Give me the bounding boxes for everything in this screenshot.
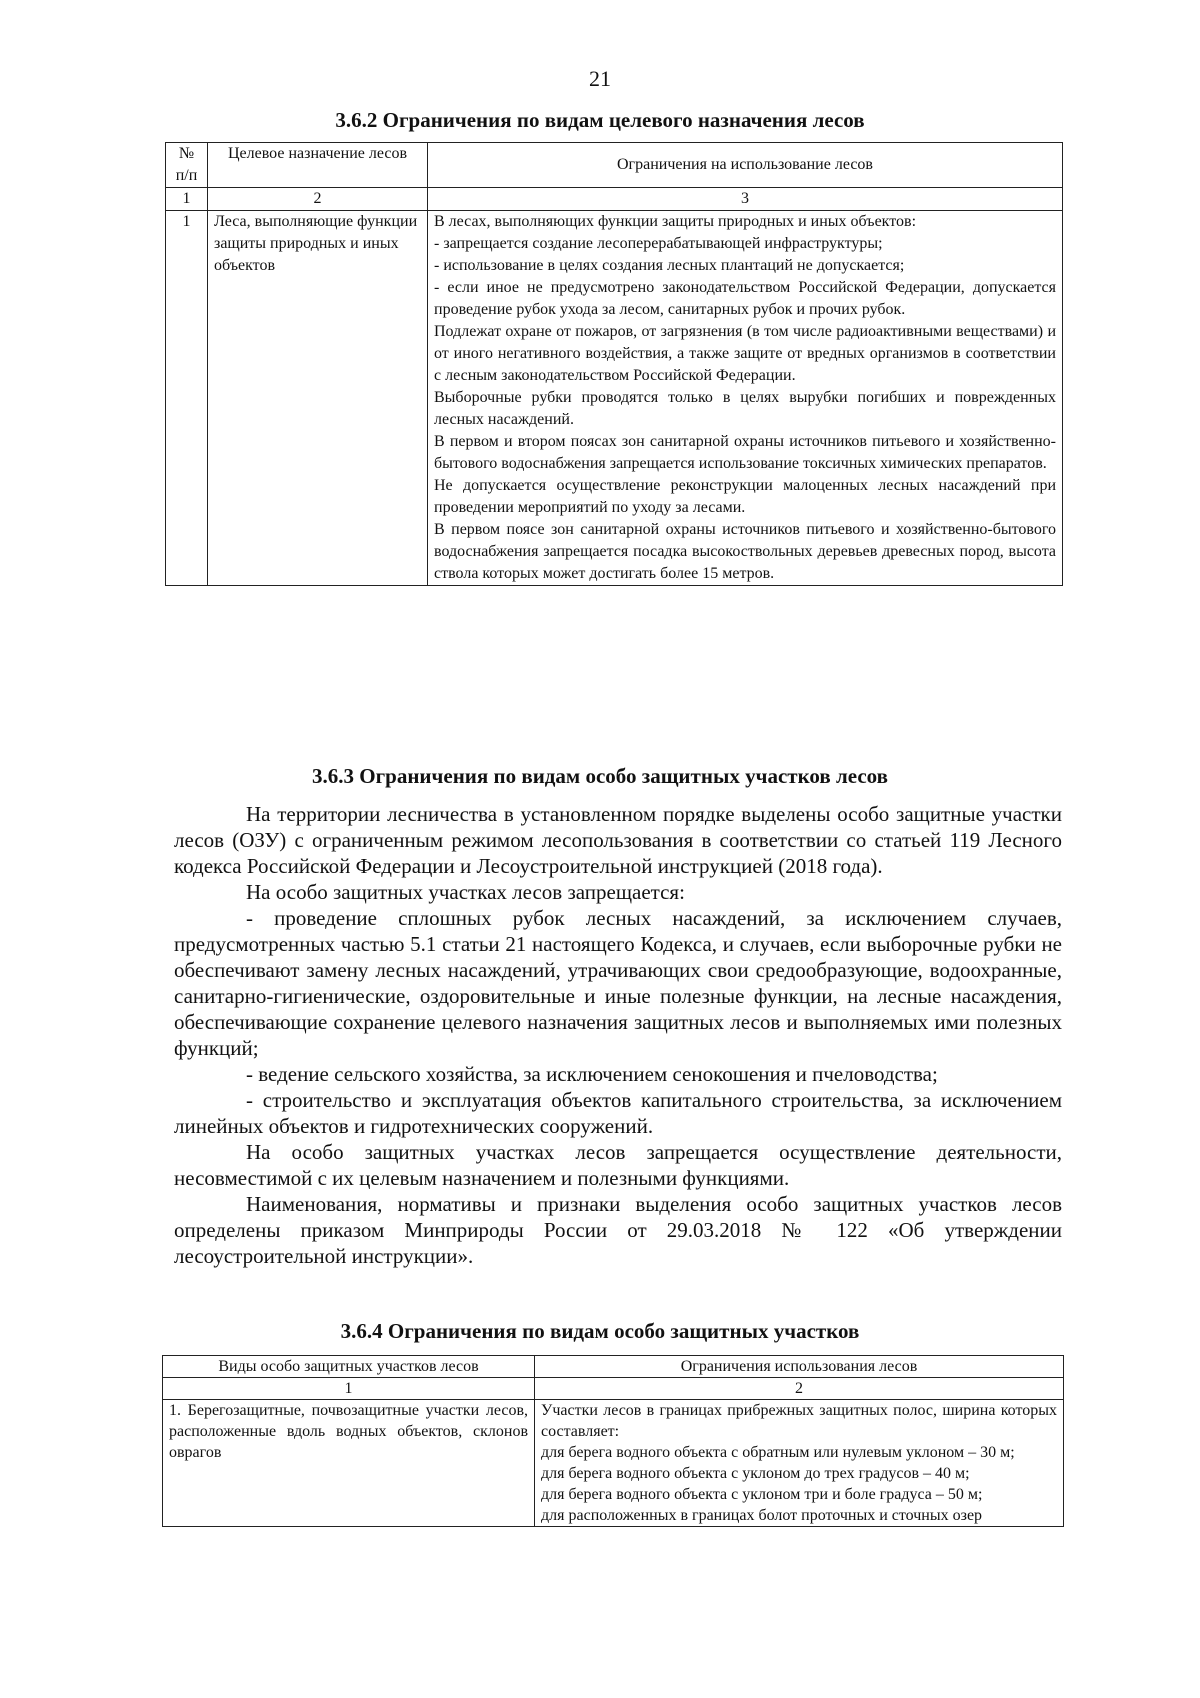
paragraph: - строительство и эксплуатация объектов капитального строительства, за исключением линейных объектов и гидротехнических сооружений. [174, 1088, 1062, 1138]
paragraph: Наименования, нормативы и признаки выделения особо защитных участков лесов определены приказом Минприроды России от 29.03.2018 № 122 «Об утверждении лесоустроительной инструкции». [174, 1192, 1062, 1268]
paragraph: - ведение сельского хозяйства, за исключением сенокошения и пчеловодства; [246, 1062, 938, 1086]
paragraph: На особо защитных участках лесов запрещается: [246, 880, 685, 904]
restriction-line: - если иное не предусмотрено законодательством Российской Федерации, допускается проведение рубок ухода за лесом, санитарных рубок и прочих рубок. [434, 279, 1056, 318]
table-row [163, 1400, 1064, 1527]
header-restrictions: Ограничения использования лесов [535, 1356, 1064, 1378]
paragraph: - проведение сплошных рубок лесных насаждений, за исключением случаев, предусмотренных частью 5.1 статьи 21 настоящего Кодекса, и случаев, если выборочные рубки не обеспечивают замену лесных насаждений, утрачивающих свои средообразующие, водоохранные, санитарно-гигиенические, оздоровительные и иные полезные функции, на лесные насаждения, обеспечивающие сохранение целевого назначения защитных лесов и выполняемых ими полезных функций; [174, 906, 1062, 1060]
table-header-row [166, 143, 1063, 188]
paragraph: На территории лесничества в установленном порядке выделены особо защитные участки лесов (ОЗУ) с ограниченным режимом лесопользования в соответствии со статьей 119 Лесного кодекса Российской Федерации и Лесоустроительной инструкцией (2018 года). [174, 802, 1062, 878]
header-type: Виды особо защитных участков лесов [163, 1356, 535, 1378]
table-colnum-row [166, 188, 1063, 211]
row-num: 1 [166, 211, 208, 586]
section-364-title: 3.6.4 Ограничения по видам особо защитных участков [340, 1319, 860, 1343]
restriction-line: - использование в целях создания лесных плантаций не допускается; [434, 257, 905, 274]
restriction-line: для берега водного объекта с обратным или нулевым уклоном – 30 м; [541, 1444, 1015, 1461]
colnum-2: 2 [208, 188, 428, 211]
restriction-line: Участки лесов в границах прибрежных защитных полос, ширина которых составляет: [541, 1402, 1057, 1440]
section-363-body [174, 801, 1062, 1269]
colnum-1: 1 [166, 188, 208, 211]
header-restrictions: Ограничения на использование лесов [428, 143, 1063, 188]
table-header-row [163, 1356, 1064, 1378]
paragraph: На особо защитных участках лесов запрещается осуществление деятельности, несовместимой с их целевым назначением и полезными функциями. [174, 1140, 1062, 1190]
restriction-line: Подлежат охране от пожаров, от загрязнения (в том числе радиоактивными веществами) и от иного негативного воздействия, а также защите от вредных организмов в соответствии с лесным законодательством Российской Федерации. [434, 323, 1056, 384]
row-type: 1. Берегозащитные, почвозащитные участки лесов, расположенные вдоль водных объектов, склонов оврагов [163, 1400, 535, 1527]
restriction-line: для расположенных в границах болот проточных и сточных озер [541, 1507, 983, 1524]
row-purpose: Леса, выполняющие функции защиты природных и иных объектов [208, 211, 428, 586]
restriction-line: Не допускается осуществление реконструкции малоценных лесных насаждений при проведении мероприятий по уходу за лесами. [434, 477, 1056, 516]
section-363-title: 3.6.3 Ограничения по видам особо защитных участков лесов [312, 764, 888, 788]
restriction-line: Выборочные рубки проводятся только в целях вырубки погибших и поврежденных лесных насаждений. [434, 389, 1056, 428]
table-colnum-row [163, 1378, 1064, 1400]
restriction-line: - запрещается создание лесоперерабатывающей инфраструктуры; [434, 235, 883, 252]
table-362 [165, 142, 1063, 586]
row-restrictions [535, 1400, 1064, 1527]
table-364 [162, 1355, 1064, 1527]
row-restrictions [428, 211, 1063, 586]
header-purpose: Целевое назначение лесов [208, 143, 428, 188]
section-362-title: 3.6.2 Ограничения по видам целевого назначения лесов [335, 108, 865, 132]
page-number: 21 [589, 66, 611, 91]
colnum-3: 3 [428, 188, 1063, 211]
restriction-line: В первом поясе зон санитарной охраны источников питьевого и хозяйственно-бытового водоснабжения запрещается посадка высокоствольных деревьев древесных пород, высота ствола которых может достигать более 15 метров. [434, 521, 1056, 582]
restriction-line: В первом и втором поясах зон санитарной охраны источников питьевого и хозяйственно-бытового водоснабжения запрещается использование токсичных химических препаратов. [434, 433, 1056, 472]
table-row [166, 211, 1063, 586]
colnum-1: 1 [163, 1378, 535, 1400]
restriction-line: для берега водного объекта с уклоном три и боле градуса – 50 м; [541, 1486, 983, 1503]
restriction-line: для берега водного объекта с уклоном до трех градусов – 40 м; [541, 1465, 970, 1482]
colnum-2: 2 [535, 1378, 1064, 1400]
restriction-line: В лесах, выполняющих функции защиты природных и иных объектов: [434, 213, 917, 230]
header-num: № п/п [166, 143, 208, 188]
